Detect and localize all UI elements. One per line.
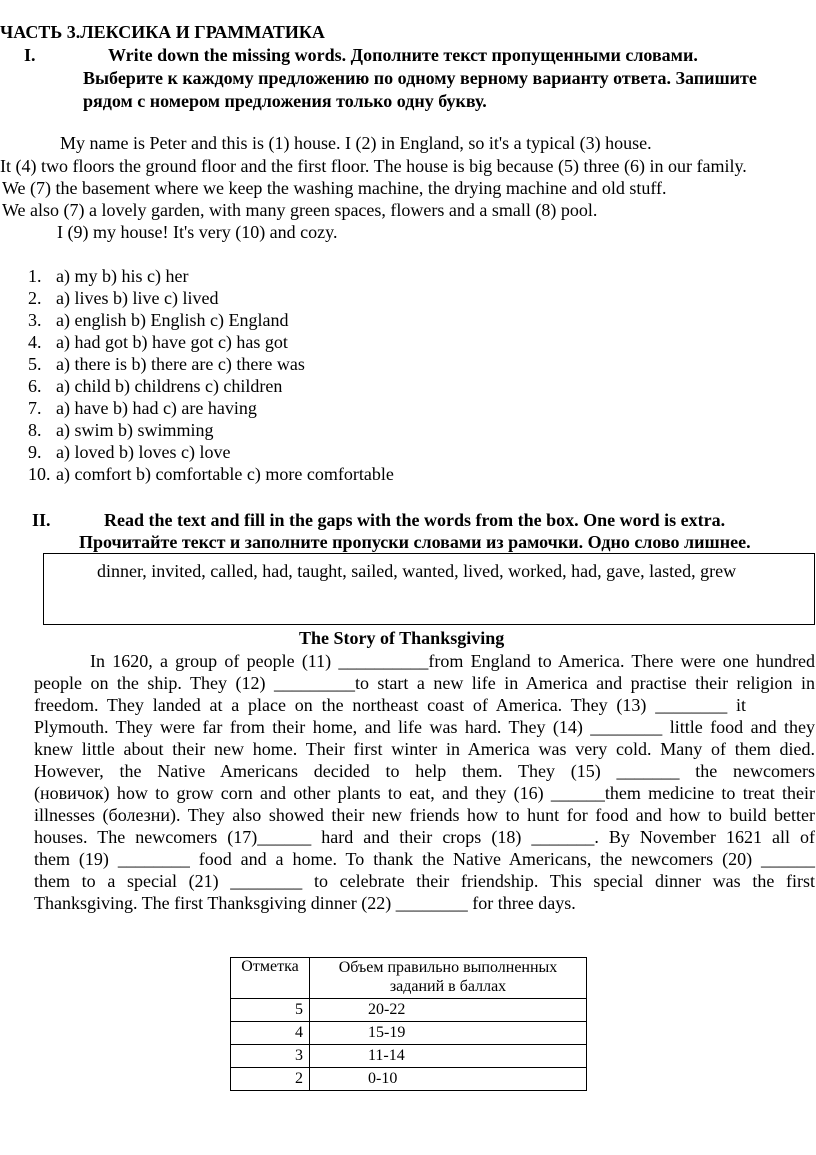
table-row bbox=[231, 1045, 587, 1068]
task1-text-line: I (9) my house! It's very (10) and cozy. bbox=[57, 222, 338, 242]
story-line: them (19) ________ food and a home. To thank the Native Americans, the newcomers (20) ______ bbox=[34, 849, 815, 869]
story-line: However, the Native Americans decided to help them. They (15) _______ the newcomers bbox=[34, 761, 815, 781]
table-row bbox=[231, 999, 587, 1022]
task1-instruction-line3: рядом с номером предложения только одну букву. bbox=[83, 91, 487, 111]
word-box-text: dinner, invited, called, had, taught, sailed, wanted, lived, worked, had, gave, lasted, grew bbox=[97, 561, 737, 581]
points-cell: 15-19 bbox=[310, 1022, 587, 1045]
story-line: knew little about their new home. Their first winter in America was very cold. Many of them died. bbox=[34, 739, 815, 759]
story-line: freedom. They landed at a place on the northeast coast of America. They (13) ________ it bbox=[34, 695, 746, 715]
part-title: ЧАСТЬ 3.ЛЕКСИКА И ГРАММАТИКА bbox=[0, 22, 325, 42]
story-line: (новичок) how to grow corn and other plants to eat, and they (16) ______them medicine to treat their bbox=[34, 783, 815, 803]
story-line: houses. The newcomers (17)______ hard and their crops (18) _______. By November 1621 all of bbox=[34, 827, 815, 847]
task1-instruction-line2: Выберите к каждому предложению по одному верному варианту ответа. Запишите bbox=[83, 68, 757, 88]
option-number: 3. bbox=[28, 310, 42, 330]
story-line: illnesses (болезни). They also showed their new friends how to hunt for food and how to build better bbox=[34, 805, 815, 825]
option-number: 9. bbox=[28, 442, 42, 462]
option-number: 4. bbox=[28, 332, 42, 352]
story-line: people on the ship. They (12) _________to start a new life in America and practise their religion in bbox=[34, 673, 815, 693]
story-line: Plymouth. They were far from their home, and life was hard. They (14) ________ little food and they bbox=[34, 717, 815, 737]
task1-text-line: My name is Peter and this is (1) house. I (2) in England, so it's a typical (3) house. bbox=[60, 133, 652, 153]
option-number: 2. bbox=[28, 288, 42, 308]
mark-cell: 4 bbox=[231, 1022, 310, 1045]
grading-table bbox=[230, 957, 587, 1091]
table-row bbox=[231, 1022, 587, 1045]
task1-text-line: It (4) two floors the ground floor and the first floor. The house is big because (5) three (6) in our family. bbox=[0, 156, 747, 176]
points-cell: 0-10 bbox=[310, 1068, 587, 1091]
mark-cell: 3 bbox=[231, 1045, 310, 1068]
option-text: a) there is b) there are c) there was bbox=[56, 354, 305, 374]
task2-instruction-line1: Read the text and fill in the gaps with the words from the box. One word is extra. bbox=[104, 510, 726, 530]
task1-text-line: We also (7) a lovely garden, with many green spaces, flowers and a small (8) pool. bbox=[2, 200, 598, 220]
option-text: a) swim b) swimming bbox=[56, 420, 214, 440]
option-text: a) child b) childrens c) children bbox=[56, 376, 283, 396]
option-number: 10. bbox=[28, 464, 51, 484]
option-text: a) my b) his c) her bbox=[56, 266, 189, 286]
header-points: Объем правильно выполненных заданий в баллах bbox=[310, 958, 587, 999]
option-number: 5. bbox=[28, 354, 42, 374]
option-text: a) had got b) have got c) has got bbox=[56, 332, 288, 352]
story-line: them to a special (21) ________ to celebrate their friendship. This special dinner was the first bbox=[34, 871, 815, 891]
story-line: In 1620, a group of people (11) __________from England to America. There were one hundred bbox=[90, 651, 815, 671]
points-cell: 20-22 bbox=[310, 999, 587, 1022]
story-title: The Story of Thanksgiving bbox=[299, 628, 505, 648]
mark-cell: 2 bbox=[231, 1068, 310, 1091]
task1-number: I. bbox=[24, 45, 36, 65]
option-text: a) loved b) loves c) love bbox=[56, 442, 231, 462]
grading-header-row bbox=[231, 958, 587, 999]
word-box bbox=[43, 553, 815, 625]
task2-number: II. bbox=[32, 510, 51, 530]
option-text: a) have b) had c) are having bbox=[56, 398, 257, 418]
option-number: 1. bbox=[28, 266, 42, 286]
task1-instruction-line1: Write down the missing words. Дополните текст пропущенными словами. bbox=[108, 45, 698, 65]
task1-text-line: We (7) the basement where we keep the washing machine, the drying machine and old stuff. bbox=[2, 178, 667, 198]
option-number: 7. bbox=[28, 398, 42, 418]
table-row bbox=[231, 1068, 587, 1091]
task2-instruction-line2: Прочитайте текст и заполните пропуски словами из рамочки. Одно слово лишнее. bbox=[79, 532, 751, 552]
points-cell: 11-14 bbox=[310, 1045, 587, 1068]
header-mark: Отметка bbox=[231, 958, 310, 999]
option-text: a) english b) English c) England bbox=[56, 310, 289, 330]
option-number: 8. bbox=[28, 420, 42, 440]
option-text: a) lives b) live c) lived bbox=[56, 288, 219, 308]
story-line: Thanksgiving. The first Thanksgiving dinner (22) ________ for three days. bbox=[34, 893, 576, 913]
mark-cell: 5 bbox=[231, 999, 310, 1022]
option-number: 6. bbox=[28, 376, 42, 396]
option-text: a) comfort b) comfortable c) more comfortable bbox=[56, 464, 394, 484]
